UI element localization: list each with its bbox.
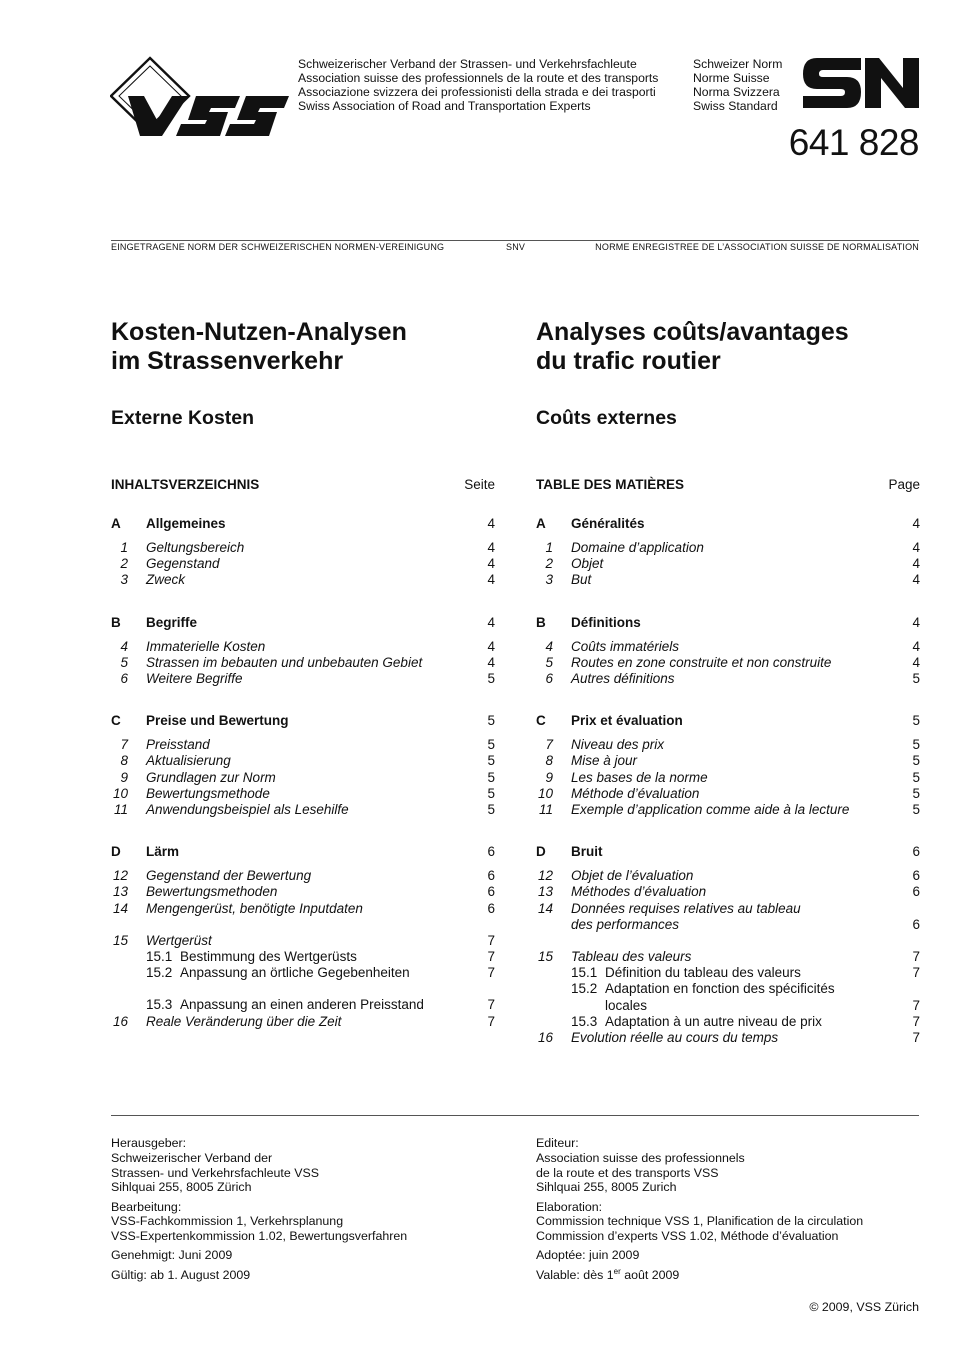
toc-entry-page: 6 [487,900,495,916]
toc-entry-text: Anwendungsbeispiel als Lesehilfe [146,802,349,818]
association-names [298,57,658,113]
toc-entry-text: Gegenstand der Bewertung [146,868,312,884]
elaboration-line: VSS-Expertenkommission 1.02, Bewertungsverfahren [111,1229,408,1244]
toc-entry-number: 7 [120,737,128,753]
toc-entry-page: 5 [912,753,920,769]
toc-entry-text-cont: locales [605,997,648,1013]
toc-entry-page: 6 [912,884,920,900]
toc-entry-number: 3 [120,572,128,588]
toc-section-page: 5 [487,713,495,729]
toc-entry-text: Autres définitions [571,671,675,687]
toc-entry [111,868,495,884]
toc-entry-text: Anpassung an örtliche Gegebenheiten [180,965,410,981]
toc-entry-text: Coûts immatériels [571,638,680,654]
toc-entry [536,949,920,965]
toc-entry-text: Gegenstand [146,556,220,572]
toc-entry-number: 6 [545,671,553,687]
toc-entry-number: 4 [545,638,553,654]
toc-entry-number: 1 [120,540,128,555]
toc-entry-page: 4 [912,540,920,555]
toc-entry-number: 7 [545,737,553,753]
subtitle-fr: Coûts externes [536,407,677,429]
toc-entry-number: 4 [120,638,128,654]
toc-entry-text: Méthode d’évaluation [571,785,700,801]
toc-entry-page: 6 [912,868,920,884]
toc-entry-page: 7 [912,1013,920,1029]
toc-entry-text: Preisstand [146,737,210,753]
toc-section-page: 4 [912,614,920,630]
toc-entry [536,981,920,1013]
toc-entry [111,933,495,949]
toc-section-letter: A [536,516,546,531]
toc-entry-text: Strassen im bebauten und unbebauten Gebiet [146,654,423,670]
toc-entry [536,965,920,981]
toc-entry-page: 5 [487,737,495,753]
toc-section-letter: C [111,713,121,729]
toc-page-label: Seite [464,477,495,492]
toc-entry-text: Exemple d’application comme aide à la lecture [571,802,850,818]
toc-fr [536,476,920,1046]
toc-section [536,516,920,532]
toc-entry [111,965,495,981]
elaboration-line: VSS-Fachkommission 1, Verkehrsplanung [111,1214,344,1229]
toc-entry-page: 4 [912,638,920,654]
publisher-label: Herausgeber: [111,1136,187,1150]
toc-section-letter: B [536,614,546,630]
publisher-line: de la route et des transports VSS [536,1165,719,1180]
toc-entry-text: Objet [571,556,604,572]
toc-entry-page: 5 [487,769,495,785]
toc-entry-text: Tableau des valeurs [571,949,692,965]
registration-fr: NORME ENREGISTREE DE L’ASSOCIATION SUISSE DE NORMALISATION [595,242,919,252]
toc-entry-text: Immaterielle Kosten [146,638,266,654]
toc-section-letter: D [536,844,546,860]
toc-entry-page: 4 [487,654,495,670]
title-de-line: im Strassenverkehr [111,347,344,375]
toc-entry-page: 7 [912,1030,920,1046]
toc-section-letter: A [111,516,121,531]
toc-subentry-number: 15.2 [146,965,173,981]
divider [111,240,919,241]
toc-section-title: Définitions [571,614,641,630]
toc-entry-page: 5 [912,737,920,753]
toc-entry [536,540,920,556]
publisher-line: Association suisse des professionnels [536,1150,745,1165]
toc-entry-number: 6 [120,671,128,687]
valid-suffix: août 2009 [620,1267,680,1282]
toc-entry-number: 11 [113,802,128,818]
toc-entry-text: Wertgerüst [146,932,212,948]
toc-entry-text: Niveau des prix [571,737,665,753]
toc-entry-page: 7 [912,997,920,1013]
toc-entry-page: 5 [912,769,920,785]
toc-entry-page: 4 [487,556,495,572]
toc-entry-text: Bestimmung des Wertgerüsts [180,949,357,965]
toc-entry-page: 7 [487,997,495,1013]
toc-entry-page: 7 [487,1013,495,1029]
toc-entry-number: 16 [537,1030,553,1046]
toc-section [111,615,495,631]
toc-entry-text-cont: des performances [571,916,680,932]
toc-entry-page: 6 [487,868,495,884]
toc-entry-number: 15 [112,932,128,948]
toc-entry-page: 5 [487,802,495,818]
approved-date: Genehmigt: Juni 2009 [111,1248,233,1263]
toc-entry [111,997,495,1013]
org-line: Swiss Association of Road and Transportation Experts [298,99,591,113]
toc-entry [536,753,920,769]
toc-entry-text: Adaptation en fonction des spécificités [605,981,835,997]
toc-subentry-number: 15.1 [571,965,598,981]
toc-entry-text: Objet de l’évaluation [571,868,694,884]
toc-subentry-number: 15.3 [571,1013,598,1029]
toc-entry-number: 9 [120,769,128,785]
toc-entry-page: 4 [487,572,495,588]
approved-date: Adoptée: juin 2009 [536,1248,640,1263]
registration-center: SNV [506,242,526,252]
title-de [111,318,511,376]
toc-section-letter: C [536,713,546,729]
toc-entry-number: 8 [120,753,128,769]
toc-entry-text: Bewertungsmethode [146,785,270,801]
toc-entry-page: 7 [487,949,495,965]
toc-entry-page: 4 [487,540,495,555]
toc-entry-page: 4 [912,556,920,572]
toc-entry-page: 5 [487,753,495,769]
org-line: Association suisse des professionnels de la route et des transports [298,71,659,85]
toc-section-page: 4 [912,516,920,531]
toc-entry-page: 5 [912,802,920,818]
toc-section-letter: B [111,614,121,630]
toc-heading [111,476,495,496]
publisher-label: Editeur: [536,1136,579,1150]
toc-entry [536,901,920,933]
toc-entry-page: 5 [487,785,495,801]
toc-entry-text: But [571,572,592,588]
toc-subentry-number: 15.2 [571,981,598,997]
toc-entry [536,671,920,687]
toc-entry [536,1030,920,1046]
toc-entry-page: 7 [912,949,920,965]
toc-entry-number: 12 [537,868,553,884]
norm-line: Swiss Standard [693,99,778,113]
valid-sup: er [613,1266,621,1276]
elaboration-label: Bearbeitung: [111,1199,182,1214]
toc-entry-text: Les bases de la norme [571,769,708,785]
toc-heading-label: INHALTSVERZEICHNIS [111,477,260,492]
toc-entry-page: 5 [912,671,920,687]
toc-entry-page: 5 [487,671,495,687]
toc-entry-number: 15 [537,949,553,965]
toc-entry-number: 12 [112,868,128,884]
toc-entry-text: Weitere Begriffe [146,671,243,687]
toc-entry-text: Aktualisierung [146,753,231,769]
publisher-address: Sihlquai 255, 8005 Zürich [111,1180,252,1195]
copyright: © 2009, VSS Zürich [809,1300,919,1314]
publisher-address: Sihlquai 255, 8005 Zurich [536,1180,677,1195]
toc-entry-number: 16 [112,1013,128,1029]
toc-entry-text: Mise à jour [571,753,638,769]
toc-section-letter: D [111,844,121,860]
toc-page-label: Page [888,477,920,492]
toc-entry-page: 5 [912,785,920,801]
toc-subentry-number: 15.1 [146,949,173,965]
toc-entry-text: Définition du tableau des valeurs [605,965,801,981]
elaboration-line: Commission technique VSS 1, Planification de la circulation [536,1214,864,1229]
toc-entry [536,868,920,884]
title-de-line: Kosten-Nutzen-Analysen [111,318,407,346]
toc-section-page: 6 [912,844,920,860]
title-fr-line: du trafic routier [536,347,721,375]
toc-section [536,615,920,631]
toc-entry-number: 2 [545,556,553,572]
toc-entry-text: Evolution réelle au cours du temps [571,1030,779,1046]
toc-entry-page: 6 [912,916,920,932]
toc-entry-text: Zweck [146,572,186,588]
toc-entry-number: 3 [545,572,553,588]
toc-entry-text: Méthodes d’évaluation [571,884,707,900]
toc-entry-text: Domaine d’application [571,540,704,555]
vss-logo [110,56,290,140]
sn-logo [803,58,919,108]
title-fr-line: Analyses coûts/avantages [536,318,849,346]
toc-entry [536,655,920,671]
toc-entry [536,770,920,786]
toc-entry-page: 6 [487,884,495,900]
toc-entry-number: 13 [112,884,128,900]
toc-entry-text: Reale Veränderung über die Zeit [146,1013,342,1029]
toc-section-title: Allgemeines [146,516,226,531]
toc-entry [111,753,495,769]
toc-entry-number: 10 [537,785,553,801]
toc-de [111,476,495,1030]
toc-section-title: Prix et évaluation [571,713,683,729]
toc-entry [111,802,495,818]
norm-line: Schweizer Norm [693,57,783,71]
toc-entry [111,572,495,588]
toc-subentry-number: 15.3 [146,997,173,1013]
toc-section [536,844,920,860]
toc-heading [536,476,920,496]
toc-section-page: 4 [487,614,495,630]
toc-entry-text: Anpassung an einen anderen Preisstand [180,997,424,1013]
title-fr [536,318,936,376]
toc-entry-number: 5 [545,654,553,670]
toc-section-title: Preise und Bewertung [146,713,289,729]
toc-entry [111,1014,495,1030]
toc-section-page: 5 [912,713,920,729]
footer-fr [536,1136,936,1287]
toc-entry-number: 2 [120,556,128,572]
toc-section-title: Begriffe [146,614,198,630]
org-line: Schweizerischer Verband der Strassen- und Verkehrsfachleute [298,57,637,71]
toc-entry-text: Données requises relatives au tableau [571,900,801,916]
toc-entry-number: 9 [545,769,553,785]
footer-de [111,1136,511,1287]
toc-entry [111,786,495,802]
toc-entry-page: 4 [912,572,920,588]
toc-entry-number: 1 [545,540,553,555]
toc-heading-label: TABLE DES MATIÈRES [536,477,685,492]
toc-entry-text: Geltungsbereich [146,540,245,555]
toc-entry [536,639,920,655]
toc-section [111,516,495,532]
toc-entry [111,540,495,556]
valid-prefix: Valable: dès 1 [536,1267,614,1282]
toc-entry [536,802,920,818]
toc-section [111,713,495,729]
toc-entry [111,655,495,671]
footer-divider [111,1115,919,1116]
norm-line: Norma Svizzera [693,85,780,99]
toc-entry-page: 7 [487,932,495,948]
document-number: 641 828 [788,122,919,163]
toc-entry-text: Routes en zone construite et non construite [571,654,832,670]
toc-entry-number: 11 [538,802,553,818]
toc-entry [111,737,495,753]
org-line: Associazione svizzera dei professionisti della strada e dei trasporti [298,85,656,99]
toc-entry-text: Adaptation à un autre niveau de prix [605,1013,822,1029]
toc-entry-text: Bewertungsmethoden [146,884,278,900]
elaboration-label: Elaboration: [536,1199,603,1214]
toc-entry [111,639,495,655]
registration-de: EINGETRAGENE NORM DER SCHWEIZERISCHEN NORMEN-VEREINIGUNG [111,242,445,252]
toc-section-page: 6 [487,844,495,860]
toc-entry-page: 4 [912,654,920,670]
toc-entry-text: Grundlagen zur Norm [146,769,276,785]
toc-section-title: Généralités [571,516,645,531]
toc-entry [111,901,495,917]
subtitle-de: Externe Kosten [111,407,255,429]
valid-date [536,1268,679,1282]
toc-entry [536,884,920,900]
toc-entry [111,556,495,572]
toc-entry [536,1014,920,1030]
norm-labels [693,57,782,113]
toc-entry [111,671,495,687]
toc-entry [536,737,920,753]
toc-section-page: 4 [487,516,495,531]
toc-entry-number: 13 [537,884,553,900]
toc-entry [536,786,920,802]
toc-entry-page: 7 [912,965,920,981]
toc-section [111,844,495,860]
toc-entry-number: 5 [120,654,128,670]
toc-entry-number: 10 [112,785,128,801]
toc-entry [536,556,920,572]
toc-entry-number: 8 [545,753,553,769]
toc-entry-page: 4 [487,638,495,654]
toc-section [536,713,920,729]
publisher-line: Schweizerischer Verband der [111,1150,273,1165]
toc-section-title: Lärm [146,844,180,860]
toc-section-title: Bruit [571,844,603,860]
norm-line: Norme Suisse [693,71,770,85]
toc-entry-page: 7 [487,965,495,981]
elaboration-line: Commission d’experts VSS 1.02, Méthode d’évaluation [536,1229,839,1244]
toc-entry [536,572,920,588]
toc-entry-text: Mengengerüst, benötigte Inputdaten [146,900,363,916]
valid-date: Gültig: ab 1. August 2009 [111,1267,251,1282]
toc-entry [111,949,495,965]
toc-entry-number: 14 [537,900,553,916]
toc-entry-number: 14 [112,900,128,916]
publisher-line: Strassen- und Verkehrsfachleute VSS [111,1165,320,1180]
toc-entry [111,884,495,900]
toc-entry [111,770,495,786]
